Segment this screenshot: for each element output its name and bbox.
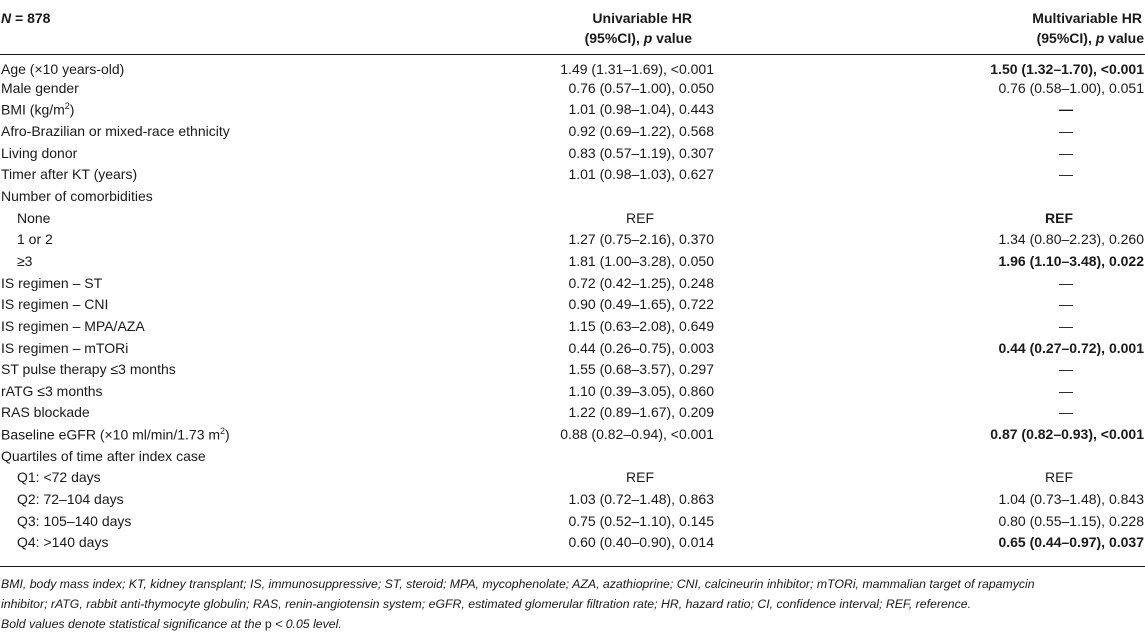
row-label bbox=[0, 228, 487, 250]
univariable-header-line2: (95%CI), p value bbox=[584, 30, 692, 46]
univariable-value-text: 0.92 (0.69–1.22), 0.568 bbox=[568, 123, 714, 140]
row-label-superscript: 2 bbox=[64, 101, 70, 112]
multivariable-value bbox=[714, 467, 1145, 489]
univariable-value bbox=[487, 402, 714, 424]
multivariable-value bbox=[714, 402, 1145, 424]
row-label bbox=[0, 488, 487, 510]
header-row-2 bbox=[0, 28, 1145, 55]
univariable-header-line1: Univariable HR bbox=[592, 10, 692, 26]
multivariable-value bbox=[714, 120, 1145, 142]
multivariable-value bbox=[714, 445, 1145, 467]
header-row bbox=[0, 0, 1145, 28]
row-label-text: IS regimen – ST bbox=[1, 274, 103, 291]
univariable-value bbox=[487, 358, 714, 380]
multivariable-value bbox=[714, 250, 1145, 272]
multivariable-value-text: 0.44 (0.27–0.72), 0.001 bbox=[998, 339, 1144, 356]
multivariable-header-line1: Multivariable HR bbox=[1032, 10, 1142, 26]
row-label bbox=[0, 142, 487, 164]
univariable-value bbox=[487, 380, 714, 402]
multivariable-value-text: — bbox=[1059, 123, 1073, 140]
table-body bbox=[0, 55, 1145, 554]
row-label bbox=[0, 531, 487, 553]
multivariable-value-text: — bbox=[1059, 144, 1073, 161]
univariable-value bbox=[487, 164, 714, 186]
row-label-text: Q1: <72 days bbox=[17, 469, 101, 486]
row-label-suffix: ) bbox=[225, 426, 230, 443]
table-row bbox=[0, 315, 1145, 337]
row-label bbox=[0, 55, 487, 78]
row-label bbox=[0, 99, 487, 121]
row-label bbox=[0, 402, 487, 424]
multivariable-value bbox=[714, 293, 1145, 315]
table-row bbox=[0, 55, 1145, 78]
univariable-value bbox=[487, 142, 714, 164]
row-label-text: BMI (kg/m bbox=[1, 101, 65, 118]
univariable-value bbox=[487, 77, 714, 99]
multivariable-value bbox=[714, 207, 1145, 229]
row-label bbox=[0, 293, 487, 315]
multivariable-value bbox=[714, 55, 1145, 78]
row-label bbox=[0, 467, 487, 489]
multivariable-value-text: — bbox=[1059, 317, 1073, 334]
multivariable-value bbox=[714, 272, 1145, 294]
multivariable-value-text: — bbox=[1059, 404, 1073, 421]
univariable-value bbox=[487, 337, 714, 359]
row-label-text: Quartiles of time after index case bbox=[1, 447, 206, 464]
univariable-value bbox=[487, 250, 714, 272]
table-row bbox=[0, 250, 1145, 272]
multivariable-value-text: 1.34 (0.80–2.23), 0.260 bbox=[998, 231, 1144, 248]
multivariable-value bbox=[714, 488, 1145, 510]
univariable-value bbox=[487, 510, 714, 532]
footnote-line-1: BMI, body mass index; KT, kidney transplant; IS, immunosuppressive; ST, steroid; MPA, mycophenolate; AZA, azathioprine; CNI, calcineurin inhibitor; mTORi, mammalian target of rapamycin bbox=[1, 577, 1035, 591]
univariable-value-text: 1.15 (0.63–2.08), 0.649 bbox=[568, 317, 714, 334]
row-label bbox=[0, 207, 487, 229]
row-label bbox=[0, 380, 487, 402]
table-row bbox=[0, 445, 1145, 467]
multivariable-value bbox=[714, 315, 1145, 337]
table-row bbox=[0, 207, 1145, 229]
table-footnote bbox=[1, 574, 1141, 634]
univariable-value-text: 1.01 (0.98–1.03), 0.627 bbox=[568, 166, 714, 183]
multivariable-header-line2-cell bbox=[714, 28, 1145, 55]
multivariable-value-text: 1.50 (1.32–1.70), <0.001 bbox=[990, 61, 1144, 77]
multivariable-value-text: — bbox=[1059, 382, 1073, 399]
row-label bbox=[0, 510, 487, 532]
multivariable-value-text: REF bbox=[1045, 469, 1073, 486]
row-label-text: rATG ≤3 months bbox=[1, 382, 103, 399]
table-row bbox=[0, 510, 1145, 532]
univariable-value-text: 1.55 (0.68–3.57), 0.297 bbox=[568, 361, 714, 378]
univariable-value-text: REF bbox=[626, 469, 654, 486]
univariable-value-text: 0.60 (0.40–0.90), 0.014 bbox=[568, 534, 714, 551]
univariable-value-text: 0.76 (0.57–1.00), 0.050 bbox=[568, 79, 714, 96]
row-label-text: ≥3 bbox=[17, 252, 33, 269]
univariable-value bbox=[487, 445, 714, 467]
row-label bbox=[0, 77, 487, 99]
univariable-value bbox=[487, 315, 714, 337]
multivariable-value bbox=[714, 77, 1145, 99]
univariable-value-text: 0.88 (0.82–0.94), <0.001 bbox=[560, 426, 714, 443]
multivariable-value bbox=[714, 531, 1145, 553]
univariable-value-text: 1.49 (1.31–1.69), <0.001 bbox=[560, 61, 714, 77]
multivariable-header bbox=[714, 0, 1145, 28]
table-row bbox=[0, 272, 1145, 294]
univariable-header bbox=[487, 0, 714, 28]
table-row bbox=[0, 423, 1145, 445]
multivariable-value-text: — bbox=[1059, 166, 1073, 183]
multivariable-value-text: REF bbox=[1045, 209, 1073, 226]
univariable-value bbox=[487, 185, 714, 207]
table-row bbox=[0, 488, 1145, 510]
row-label-suffix: ) bbox=[69, 101, 75, 118]
table-row bbox=[0, 402, 1145, 424]
multivariable-value bbox=[714, 510, 1145, 532]
row-label-text: Baseline eGFR (×10 ml/min/1.73 m bbox=[1, 426, 221, 443]
univariable-value bbox=[487, 99, 714, 121]
univariable-value bbox=[487, 55, 714, 78]
table-row bbox=[0, 467, 1145, 489]
univariable-value bbox=[487, 423, 714, 445]
row-label-text: IS regimen – mTORi bbox=[1, 339, 129, 356]
row-label-text: None bbox=[17, 209, 51, 226]
multivariable-value bbox=[714, 185, 1145, 207]
row-label-text: Q3: 105–140 days bbox=[17, 512, 132, 529]
multivariable-value bbox=[714, 423, 1145, 445]
table-row bbox=[0, 293, 1145, 315]
multivariable-value bbox=[714, 337, 1145, 359]
row-label-superscript: 2 bbox=[220, 425, 226, 436]
n-label: N = 878 bbox=[1, 10, 51, 26]
row-label-text: Q4: >140 days bbox=[17, 534, 109, 551]
univariable-value-text: 1.22 (0.89–1.67), 0.209 bbox=[568, 404, 714, 421]
multivariable-value-text: — bbox=[1059, 274, 1073, 291]
table-row bbox=[0, 228, 1145, 250]
univariable-value-text: 0.44 (0.26–0.75), 0.003 bbox=[568, 339, 714, 356]
univariable-value-text: 0.90 (0.49–1.65), 0.722 bbox=[568, 296, 714, 313]
multivariable-value bbox=[714, 228, 1145, 250]
multivariable-value bbox=[714, 164, 1145, 186]
table-row bbox=[0, 120, 1145, 142]
table-row bbox=[0, 358, 1145, 380]
row-label-text: Timer after KT (years) bbox=[1, 166, 138, 183]
univariable-value-text: 0.83 (0.57–1.19), 0.307 bbox=[568, 144, 714, 161]
row-label-text: IS regimen – MPA/AZA bbox=[1, 317, 145, 334]
univariable-value bbox=[487, 293, 714, 315]
row-label-text: Age (×10 years-old) bbox=[1, 61, 125, 77]
row-label bbox=[0, 358, 487, 380]
univariable-value-text: 1.81 (1.00–3.28), 0.050 bbox=[568, 252, 714, 269]
row-label-text: Number of comorbidities bbox=[1, 188, 153, 205]
row-label-text: Q2: 72–104 days bbox=[17, 490, 124, 507]
table-row bbox=[0, 531, 1145, 553]
table-row bbox=[0, 142, 1145, 164]
row-label bbox=[0, 185, 487, 207]
multivariable-value-text: — bbox=[1059, 361, 1073, 378]
row-label bbox=[0, 120, 487, 142]
row-label-text: RAS blockade bbox=[1, 404, 90, 421]
univariable-value bbox=[487, 228, 714, 250]
row-label bbox=[0, 250, 487, 272]
multivariable-value-text: 1.04 (0.73–1.48), 0.843 bbox=[998, 490, 1144, 507]
multivariable-value-text: 0.87 (0.82–0.93), <0.001 bbox=[990, 426, 1144, 443]
univariable-value bbox=[487, 531, 714, 553]
univariable-value-text: 1.03 (0.72–1.48), 0.863 bbox=[568, 490, 714, 507]
univariable-value-text: 0.75 (0.52–1.10), 0.145 bbox=[568, 512, 714, 529]
row-label bbox=[0, 164, 487, 186]
table-row bbox=[0, 77, 1145, 99]
univariable-value-text: REF bbox=[626, 209, 654, 226]
table-row bbox=[0, 337, 1145, 359]
multivariable-value-text: — bbox=[1059, 296, 1073, 313]
multivariable-value-text: 0.76 (0.58–1.00), 0.051 bbox=[998, 79, 1144, 96]
multivariable-value-text: 0.80 (0.55–1.15), 0.228 bbox=[998, 512, 1144, 529]
univariable-value bbox=[487, 488, 714, 510]
table-bottom-rule bbox=[0, 566, 1145, 567]
univariable-value bbox=[487, 272, 714, 294]
row-label-text: Living donor bbox=[1, 144, 78, 161]
multivariable-value bbox=[714, 142, 1145, 164]
row-label-text: Male gender bbox=[1, 79, 79, 96]
univariable-header-line2-cell bbox=[487, 28, 714, 55]
row-label bbox=[0, 445, 487, 467]
multivariable-value bbox=[714, 99, 1145, 121]
multivariable-value bbox=[714, 380, 1145, 402]
univariable-value-text: 1.01 (0.98–1.04), 0.443 bbox=[568, 101, 714, 118]
multivariable-value-text: 1.96 (1.10–3.48), 0.022 bbox=[998, 252, 1144, 269]
table-row bbox=[0, 380, 1145, 402]
univariable-value-text: 1.10 (0.39–3.05), 0.860 bbox=[568, 382, 714, 399]
univariable-value-text: 1.27 (0.75–2.16), 0.370 bbox=[568, 231, 714, 248]
row-label bbox=[0, 423, 487, 445]
univariable-value bbox=[487, 120, 714, 142]
footnote-line-2: inhibitor; rATG, rabbit anti-thymocyte globulin; RAS, renin-angiotensin system; eGFR, estimated glomerular filtration rate; HR, hazard ratio; CI, confidence interval; REF, reference. bbox=[1, 597, 972, 611]
row-label bbox=[0, 337, 487, 359]
footnote-significance: Bold values denote statistical significance at the p < 0.05 level. bbox=[1, 617, 342, 631]
univariable-value bbox=[487, 467, 714, 489]
multivariable-value bbox=[714, 358, 1145, 380]
row-label bbox=[0, 272, 487, 294]
univariable-value bbox=[487, 207, 714, 229]
row-label-text: 1 or 2 bbox=[17, 231, 53, 248]
table-row bbox=[0, 99, 1145, 121]
row-label-text: IS regimen – CNI bbox=[1, 296, 109, 313]
row-label-text: Afro-Brazilian or mixed-race ethnicity bbox=[1, 123, 230, 140]
table-row bbox=[0, 185, 1145, 207]
row-label bbox=[0, 315, 487, 337]
multivariable-value-text: 0.65 (0.44–0.97), 0.037 bbox=[998, 534, 1144, 551]
multivariable-value-text: — bbox=[1059, 101, 1073, 118]
row-label-text: ST pulse therapy ≤3 months bbox=[1, 361, 176, 378]
sample-size-label bbox=[0, 0, 487, 28]
table-row bbox=[0, 164, 1145, 186]
multivariable-header-line2: (95%CI), p value bbox=[1036, 30, 1144, 46]
univariable-value-text: 0.72 (0.42–1.25), 0.248 bbox=[568, 274, 714, 291]
